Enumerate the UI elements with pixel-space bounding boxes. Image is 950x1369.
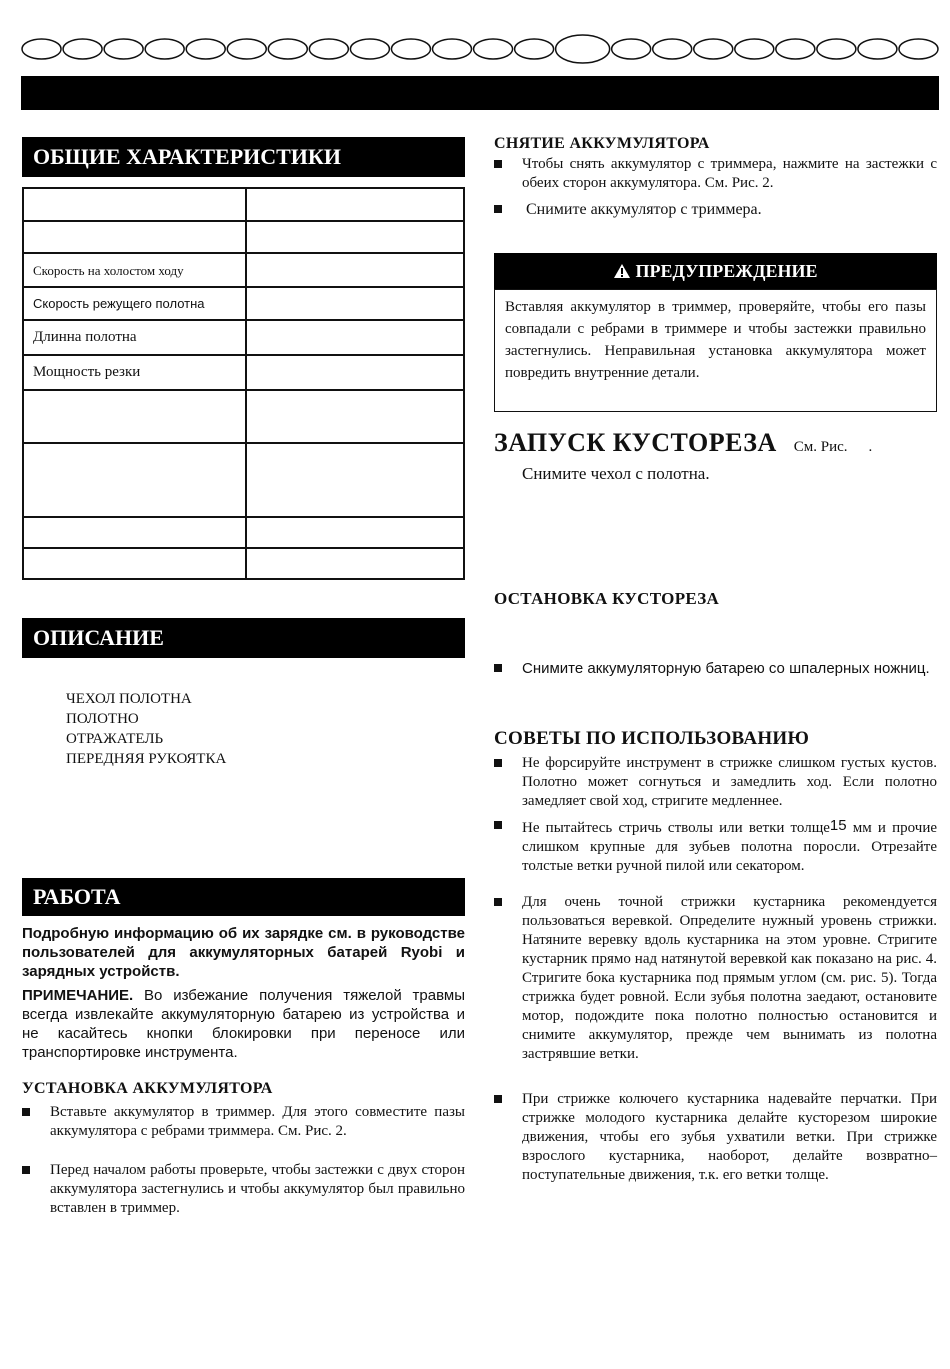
list-item: ЧЕХОЛ ПОЛОТНА — [66, 691, 192, 707]
spec-value — [246, 443, 464, 517]
language-oval — [104, 39, 143, 59]
start-figure-ref-tail: . — [868, 439, 873, 455]
description-list — [66, 689, 226, 769]
note-label: ПРИМЕЧАНИЕ. — [22, 987, 134, 1004]
operation-note — [22, 986, 465, 1062]
description-title: ОПИСАНИЕ — [33, 625, 164, 650]
table-row — [23, 287, 464, 320]
language-oval — [309, 39, 348, 59]
language-oval — [63, 39, 102, 59]
removal-step-1: Чтобы снять аккумулятор с триммера, нажмите на застежки с обеих сторон аккумулятора. См. Рис. 2. — [522, 156, 937, 191]
stop-step: Снимите аккумуляторную батарею со шпалерных ножниц. — [522, 660, 930, 677]
spec-value — [246, 253, 464, 287]
list-item — [494, 1090, 937, 1185]
removal-step-2: Снимите аккумулятор с триммера. — [526, 201, 762, 218]
spec-label: Скорость режущего полотна — [23, 287, 246, 320]
spec-label: Скорость на холостом ходу — [23, 253, 246, 287]
install-step-2: Перед началом работы проверьте, чтобы застежки с двух сторон аккумулятора застегнулись и чтобы аккумулятор был правильно вставлен в триммер. — [50, 1162, 465, 1216]
spec-value — [246, 390, 464, 443]
table-row — [23, 188, 464, 221]
spec-label: Мощность резки — [23, 355, 246, 390]
bullet-icon — [494, 898, 502, 906]
start-step: Снимите чехол с полотна. — [522, 464, 710, 483]
spec-label — [23, 188, 246, 221]
language-oval — [899, 39, 938, 59]
spec-label — [23, 517, 246, 548]
language-oval — [268, 39, 307, 59]
warning-box: Вставляя аккумулятор в триммер, проверяйте, чтобы его пазы совпадали с ребрами в триммере и чтобы застежки правильно застегнулись. Неправильная установка аккумулятора может повредить внутренние детали. — [494, 289, 937, 412]
start-title-text: ЗАПУСК КУСТОРЕЗА — [494, 428, 777, 457]
table-row — [23, 221, 464, 253]
specs-table — [22, 187, 465, 580]
table-row — [23, 548, 464, 579]
language-oval — [694, 39, 733, 59]
spec-value — [246, 287, 464, 320]
specs-title-bar — [22, 137, 465, 177]
language-oval — [391, 39, 430, 59]
tip-1: Не форсируйте инструмент в стрижке слишком густых кустов. Полотно может согнуться и замедлить ход. Если полотно замедляет свой ход, стригите медленнее. — [522, 755, 937, 809]
list-item — [494, 155, 937, 193]
spec-value — [246, 188, 464, 221]
note-text: Во избежание получения тяжелой травмы всегда извлекайте аккумуляторную батарею из устройства и не касайтесь кнопки блокировки при переносе или транспортировке инструмента. — [22, 987, 465, 1061]
list-item — [494, 659, 937, 678]
language-ovals-strip — [21, 34, 939, 64]
tip-2-number: 15 — [829, 817, 847, 834]
list-item — [494, 893, 937, 1064]
language-oval — [653, 39, 692, 59]
language-ovals — [21, 34, 939, 64]
language-oval — [474, 39, 513, 59]
spec-label — [23, 390, 246, 443]
warning-title: ПРЕДУПРЕЖДЕНИЕ — [635, 261, 818, 281]
spec-label — [23, 443, 246, 517]
start-title — [494, 428, 872, 458]
list-item — [494, 816, 937, 876]
spec-label — [23, 548, 246, 579]
tip-2-part-b: мм и прочие слишком крупные для зубьев полотна поросли. Отрезайте толстые ветки ручной пилой или секатором. — [522, 820, 937, 874]
header-bar — [21, 76, 939, 110]
list-item — [22, 1103, 465, 1141]
bullet-icon — [494, 759, 502, 767]
table-row — [23, 320, 464, 355]
language-oval — [515, 39, 554, 59]
language-oval — [817, 39, 856, 59]
language-oval — [612, 39, 651, 59]
spec-value — [246, 548, 464, 579]
bullet-icon — [22, 1166, 30, 1174]
spec-label: Длинна полотна — [23, 320, 246, 355]
warning-icon — [613, 263, 631, 279]
bullet-icon — [22, 1108, 30, 1116]
bullet-icon — [494, 205, 502, 213]
bullet-icon — [494, 821, 502, 829]
tip-4: При стрижке колючего кустарника надевайте перчатки. При стрижке молодого кустарника делайте кусторезом широкие движения, чтобы его зубья ухватили ветки. При стрижке взрослого кустарника, наоборот, делайте возвратно–поступательные движения, т.к. его ветки толще. — [522, 1091, 937, 1183]
language-oval — [145, 39, 184, 59]
language-oval — [186, 39, 225, 59]
spec-label — [23, 221, 246, 253]
install-step-1: Вставьте аккумулятор в триммер. Для этого совместите пазы аккумулятора с ребрами триммера. См. Рис. 2. — [50, 1104, 465, 1139]
spec-value — [246, 355, 464, 390]
spec-value — [246, 221, 464, 253]
table-row — [23, 390, 464, 443]
language-oval — [858, 39, 897, 59]
stop-title: ОСТАНОВКА КУСТОРЕЗА — [494, 589, 720, 608]
language-oval — [227, 39, 266, 59]
install-title: УСТАНОВКА АККУМУЛЯТОРА — [22, 1080, 273, 1097]
spec-value — [246, 320, 464, 355]
operation-intro: Подробную информацию об их зарядке см. в руководстве пользователей для аккумуляторных батарей Ryobi и зарядных устройств. — [22, 925, 465, 980]
spec-value — [246, 517, 464, 548]
list-item: ОТРАЖАТЕЛЬ — [66, 731, 164, 747]
language-oval — [22, 39, 61, 59]
language-oval — [432, 39, 471, 59]
start-figure-ref: См. Рис. — [793, 439, 848, 455]
operation-title-bar — [22, 878, 465, 916]
operation-title: РАБОТА — [33, 884, 121, 909]
list-item — [494, 754, 937, 811]
list-item — [494, 200, 937, 219]
language-oval-active — [556, 35, 610, 63]
bullet-icon — [494, 664, 502, 672]
bullet-icon — [494, 160, 502, 168]
language-oval — [350, 39, 389, 59]
specs-title: ОБЩИЕ ХАРАКТЕРИСТИКИ — [33, 144, 341, 169]
table-row — [23, 517, 464, 548]
bullet-icon — [494, 1095, 502, 1103]
warning-title-bar — [494, 253, 937, 289]
description-title-bar — [22, 618, 465, 658]
language-oval — [776, 39, 815, 59]
list-item: ПОЛОТНО — [66, 711, 139, 727]
table-row — [23, 443, 464, 517]
tip-3: Для очень точной стрижки кустарника рекомендуется пользоваться веревкой. Определите нужный уровень стрижки. Натяните веревку вдоль кустарника на этом уровне. Стригите кустарник прямо над натянутой веревкой как показано на рис. 4. Стригите бока кустарника под прямым углом (см. рис. 5). Тогда стрижка будет ровной. Если зубья полотна заедают, остановите мотор, подождите пока полотно полностью остановится и снимите аккумулятор, прежде чем вынимать из полотна застрявшие ветки. — [522, 894, 937, 1062]
tip-2-part-a: Не пытайтесь стричь стволы или ветки толще — [522, 820, 830, 836]
table-row — [23, 253, 464, 287]
table-row — [23, 355, 464, 390]
language-oval — [735, 39, 774, 59]
list-item: ПЕРЕДНЯЯ РУКОЯТКА — [66, 751, 227, 767]
tips-title: СОВЕТЫ ПО ИСПОЛЬЗОВАНИЮ — [494, 728, 810, 749]
list-item — [22, 1161, 465, 1218]
removal-title: СНЯТИЕ АККУМУЛЯТОРА — [494, 135, 710, 152]
tip-2 — [522, 816, 937, 876]
